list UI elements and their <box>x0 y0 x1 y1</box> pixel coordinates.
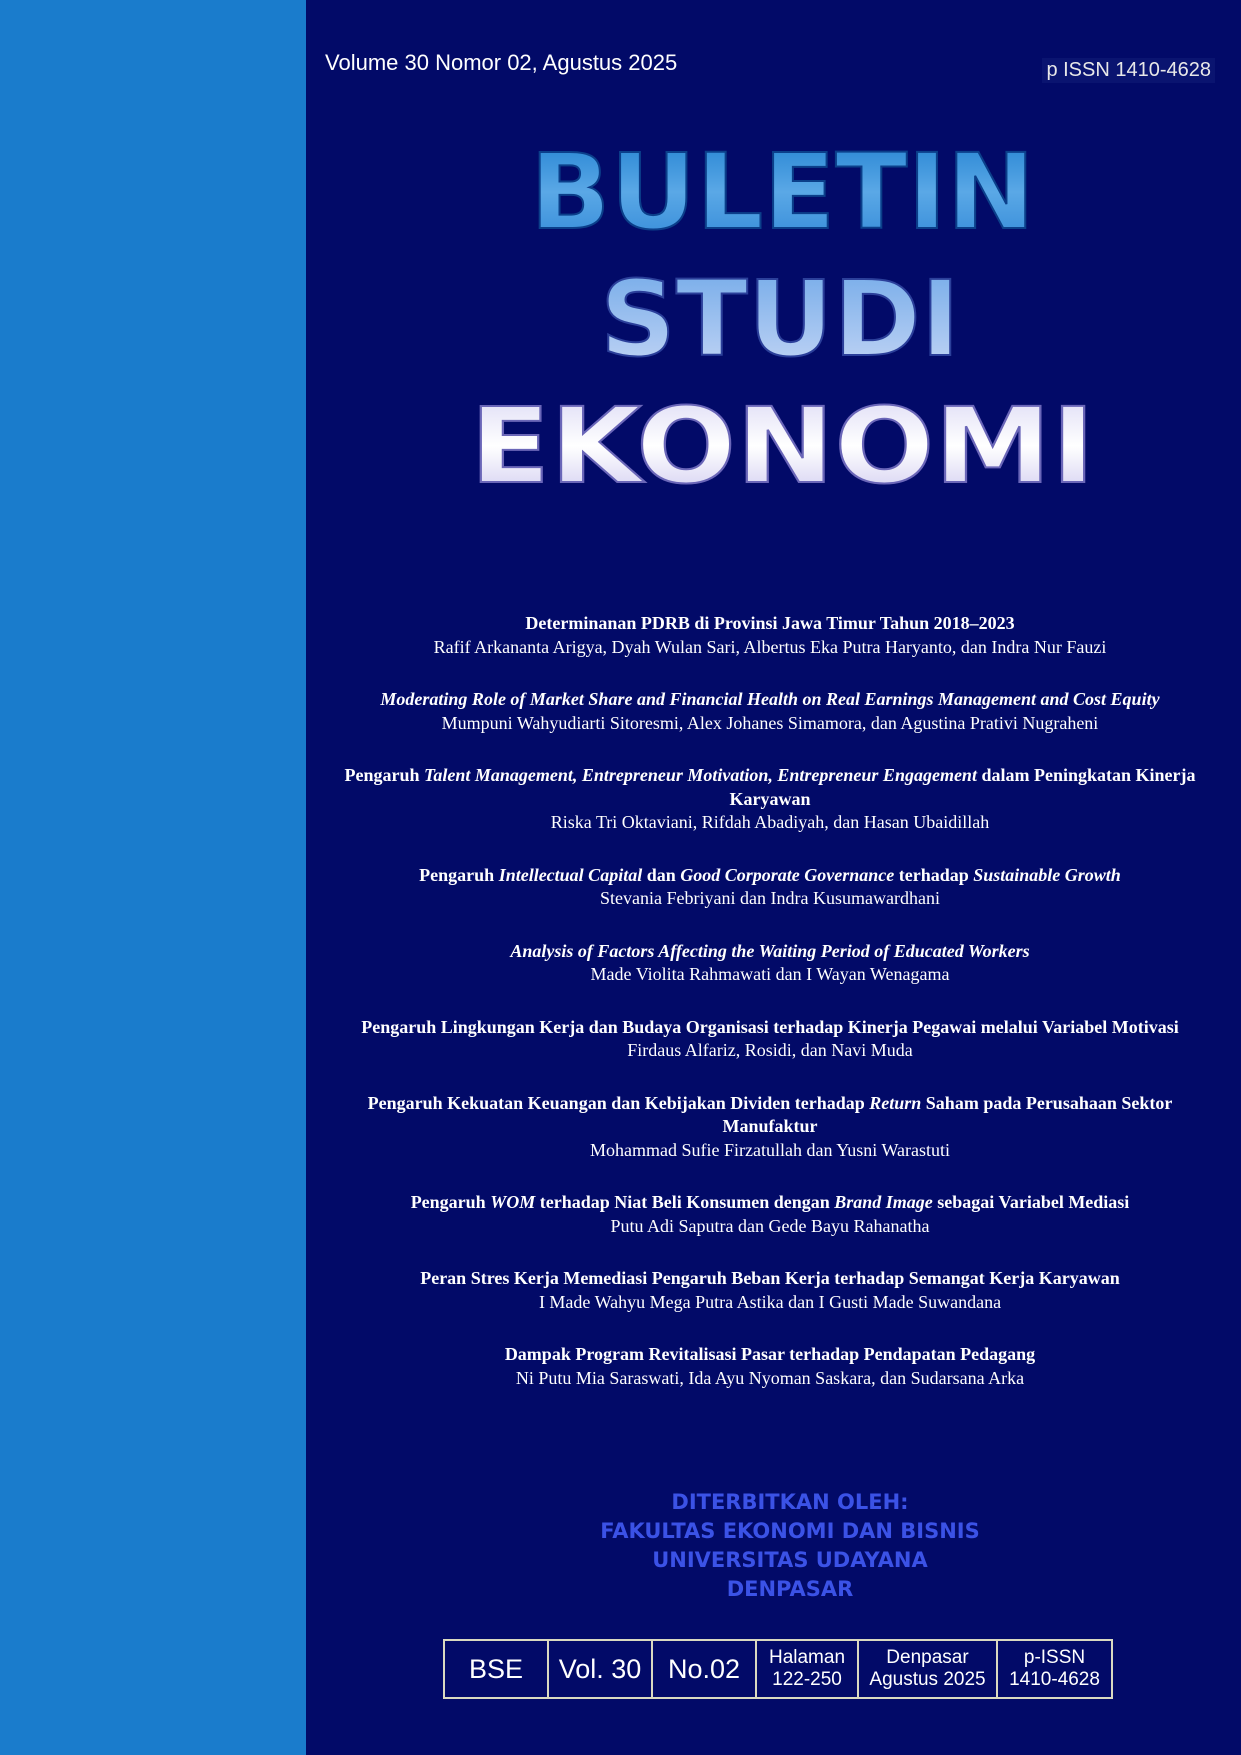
article-title-segment: Analysis of Factors Affecting the Waiting Period of Educated Workers <box>510 940 1030 961</box>
article-authors: Stevania Febriyani dan Indra Kusumawardhani <box>600 888 940 908</box>
volume: Vol. 30 <box>558 1654 642 1684</box>
article-title-segment: Peran Stres Kerja Memediasi Pengaruh Beban Kerja terhadap Semangat Kerja Karyawan <box>420 1268 1120 1288</box>
number: No.02 <box>667 1654 741 1684</box>
article-title-segment: Intellectual Capital <box>498 864 643 885</box>
article-authors: Firdaus Alfariz, Rosidi, dan Navi Muda <box>627 1040 913 1060</box>
article-title-segment: Determinanan PDRB di Provinsi Jawa Timur Tahun 2018–2023 <box>525 613 1015 633</box>
volume-cell <box>549 1641 653 1697</box>
article-authors: Riska Tri Oktaviani, Rifdah Abadiyah, dan Hasan Ubaidillah <box>550 812 990 832</box>
publisher-line: FAKULTAS EKONOMI DAN BISNIS <box>600 1519 980 1543</box>
article-title-segment: terhadap Niat Beli Konsumen dengan <box>535 1192 835 1212</box>
issn-cell <box>998 1641 1111 1697</box>
publisher-line: DITERBITKAN OLEH: <box>671 1490 909 1514</box>
issue-info-table <box>443 1639 1113 1699</box>
logo-line-2: STUDI <box>600 258 960 380</box>
publisher-line: DENPASAR <box>726 1577 854 1601</box>
article-list <box>320 612 1220 1419</box>
article-authors: Mumpuni Wahyudiarti Sitoresmi, Alex Johanes Simamora, dan Agustina Prativi Nugraheni <box>441 712 1099 733</box>
article-entry <box>320 1191 1220 1238</box>
article-title-segment: Return <box>869 1092 922 1113</box>
article-title-segment: Moderating Role of Market Share and Financial Health on Real Earnings Management and Cost Equity <box>380 689 1160 709</box>
article-entry <box>320 1092 1220 1163</box>
article-title-segment: Saham pada Perusahaan Sektor Manufaktur <box>722 1092 1173 1136</box>
date: Agustus 2025 <box>869 1669 986 1690</box>
article-title-segment: Pengaruh Kekuatan Keuangan dan Kebijakan Dividen terhadap <box>367 1092 870 1113</box>
publisher-line: UNIVERSITAS UDAYANA <box>652 1548 928 1572</box>
article-title-segment: Pengaruh <box>344 765 425 785</box>
article-title-segment: Talent Management, Entrepreneur Motivation, Entrepreneur Engagement <box>424 765 977 785</box>
issn-label: p ISSN 1410-4628 <box>1042 58 1215 83</box>
article-title-segment: Pengaruh <box>419 864 499 885</box>
article-title-segment: dan <box>642 864 681 885</box>
article-entry <box>320 1267 1220 1314</box>
journal-abbrev-cell <box>445 1641 549 1697</box>
article-title-segment: WOM <box>490 1192 536 1212</box>
cover-side-strip <box>0 0 306 1755</box>
place-date-cell <box>859 1641 998 1697</box>
article-authors: I Made Wahyu Mega Putra Astika dan I Gusti Made Suwandana <box>538 1291 1002 1312</box>
article-title <box>320 1191 1220 1215</box>
article-title-segment: Sustainable Growth <box>973 864 1121 885</box>
article-title <box>320 1267 1220 1291</box>
number-cell <box>653 1641 757 1697</box>
article-title <box>320 1343 1220 1367</box>
article-entry <box>320 1343 1220 1390</box>
volume-info: Volume 30 Nomor 02, Agustus 2025 <box>325 50 678 75</box>
article-entry <box>320 1016 1220 1063</box>
pages-cell <box>757 1641 859 1697</box>
article-title-segment: Pengaruh <box>410 1192 491 1212</box>
article-authors: Rafif Arkananta Arigya, Dyah Wulan Sari, Albertus Eka Putra Haryanto, dan Indra Nur Fauzi <box>433 636 1107 657</box>
article-title <box>320 940 1220 964</box>
journal-title-logo <box>440 115 1120 515</box>
article-entry <box>320 764 1220 835</box>
publisher-block <box>530 1488 1050 1604</box>
article-title <box>320 764 1220 811</box>
pages-label: Halaman <box>768 1647 846 1668</box>
article-title-segment: Brand Image <box>834 1192 933 1212</box>
article-title <box>320 1092 1220 1139</box>
issn-number: 1410-4628 <box>1009 1669 1100 1690</box>
logo-line-1: BULETIN <box>530 131 1035 253</box>
journal-abbrev: BSE <box>468 1654 524 1684</box>
pages: 122-250 <box>772 1669 842 1690</box>
place: Denpasar <box>886 1647 969 1668</box>
article-entry <box>320 612 1220 659</box>
article-entry <box>320 940 1220 987</box>
article-title-segment: Good Corporate Governance <box>680 864 895 885</box>
article-title <box>320 688 1220 712</box>
article-title-segment: dalam Peningkatan Kinerja Karyawan <box>729 765 1196 809</box>
article-title-segment: terhadap <box>894 864 974 885</box>
logo-line-3: EKONOMI <box>470 385 1095 507</box>
article-entry <box>320 864 1220 911</box>
article-title <box>320 864 1220 888</box>
article-title-segment: Pengaruh Lingkungan Kerja dan Budaya Organisasi terhadap Kinerja Pegawai melalui Variabel Motivasi <box>361 1016 1179 1037</box>
article-authors: Putu Adi Saputra dan Gede Bayu Rahanatha <box>610 1215 930 1236</box>
article-entry <box>320 688 1220 735</box>
article-authors: Made Violita Rahmawati dan I Wayan Wenagama <box>590 964 950 984</box>
article-authors: Ni Putu Mia Saraswati, Ida Ayu Nyoman Saskara, dan Sudarsana Arka <box>515 1367 1025 1388</box>
article-title <box>320 1016 1220 1040</box>
article-authors: Mohammad Sufie Firzatullah dan Yusni Warastuti <box>590 1139 950 1160</box>
article-title-segment: sebagai Variabel Mediasi <box>932 1192 1130 1212</box>
article-title-segment: Dampak Program Revitalisasi Pasar terhadap Pendapatan Pedagang <box>504 1344 1036 1364</box>
article-title <box>320 612 1220 636</box>
issn-label: p-ISSN <box>1023 1647 1086 1668</box>
